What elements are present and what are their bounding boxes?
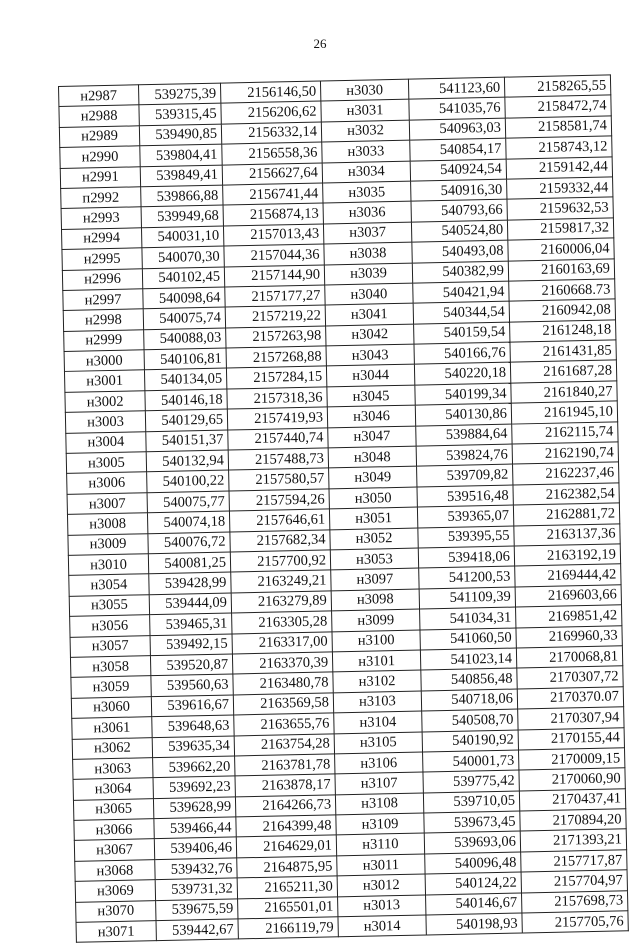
y-coordinate-left: 2157013,43 (223, 224, 323, 246)
y-coordinate-right: 2161687,28 (510, 360, 616, 383)
x-coordinate-right: 541060,50 (420, 628, 516, 650)
page-number: 26 (313, 36, 327, 51)
point-id-right: н3044 (326, 365, 414, 387)
y-coordinate-left: 2163279,89 (231, 591, 331, 613)
x-coordinate-left: 539849,41 (140, 165, 222, 187)
point-id-left: н3000 (64, 350, 144, 372)
y-coordinate-right: 2161431,85 (510, 340, 616, 363)
point-id-left: н3059 (71, 676, 151, 698)
x-coordinate-right: 540421,94 (413, 281, 509, 303)
y-coordinate-right: 2170370.07 (517, 687, 623, 710)
x-coordinate-right: 540916,30 (411, 179, 507, 201)
point-id-right: н3030 (320, 79, 408, 101)
y-coordinate-left: 2156741,44 (223, 183, 323, 205)
point-id-right: н3052 (330, 528, 418, 550)
y-coordinate-left: 2157682,34 (230, 529, 330, 551)
x-coordinate-left: 540088,03 (144, 328, 226, 350)
x-coordinate-left: 540132,94 (146, 450, 228, 472)
y-coordinate-left: 2166119,79 (238, 917, 338, 939)
point-id-left: н3062 (72, 737, 152, 759)
y-coordinate-left: 2157594,26 (229, 489, 329, 511)
x-coordinate-right: 540166,76 (414, 342, 510, 364)
point-id-right: н3053 (330, 548, 418, 570)
x-coordinate-right: 539365,07 (417, 505, 513, 527)
y-coordinate-left: 2157268,88 (226, 346, 326, 368)
x-coordinate-right: 540493,08 (412, 240, 508, 262)
x-coordinate-left: 540098,64 (143, 287, 225, 309)
point-id-right: н3036 (323, 201, 411, 223)
y-coordinate-left: 2157177,27 (225, 285, 325, 307)
point-id-right: н3045 (327, 385, 415, 407)
point-id-left: н2991 (60, 166, 140, 188)
y-coordinate-left: 2164266,73 (235, 795, 335, 817)
x-coordinate-right: 540924,54 (410, 159, 506, 181)
point-id-left: н3058 (70, 656, 150, 678)
y-coordinate-right: 2157717,87 (521, 850, 627, 873)
point-id-left: н3008 (67, 513, 147, 535)
y-coordinate-left: 2163305,28 (232, 611, 332, 633)
x-coordinate-left: 540129,65 (145, 409, 227, 431)
x-coordinate-right: 541123,60 (408, 77, 504, 99)
x-coordinate-right: 540718,06 (421, 689, 517, 711)
y-coordinate-right: 2159142,44 (506, 156, 612, 179)
point-id-right: н3102 (333, 670, 421, 692)
x-coordinate-right: 540793,66 (411, 199, 507, 221)
y-coordinate-left: 2157488,73 (228, 448, 328, 470)
y-coordinate-right: 2163192,19 (514, 544, 620, 567)
y-coordinate-left: 2157440,74 (228, 428, 328, 450)
point-id-right: н3050 (329, 487, 417, 509)
y-coordinate-right: 2159632,53 (507, 197, 613, 220)
y-coordinate-right: 2157704,97 (521, 870, 627, 893)
point-id-left: н2987 (59, 85, 139, 107)
y-coordinate-right: 2170155,44 (518, 727, 624, 750)
x-coordinate-right: 540344,54 (413, 301, 509, 323)
x-coordinate-left: 539675,59 (156, 899, 238, 921)
point-id-left: н3064 (73, 778, 153, 800)
point-id-left: н3068 (75, 859, 155, 881)
point-id-left: н3001 (64, 370, 144, 392)
x-coordinate-right: 539884,64 (416, 424, 512, 446)
y-coordinate-left: 2163249,21 (231, 570, 331, 592)
x-coordinate-right: 540199,34 (415, 383, 511, 405)
x-coordinate-right: 541109,39 (419, 587, 515, 609)
point-id-left: п2992 (61, 187, 141, 209)
point-id-right: н3048 (328, 446, 416, 468)
y-coordinate-left: 2163655,76 (234, 713, 334, 735)
y-coordinate-right: 2170068,81 (516, 646, 622, 669)
x-coordinate-right: 540508,70 (422, 709, 518, 731)
point-id-right: н3040 (325, 283, 413, 305)
y-coordinate-left: 2163878,17 (235, 774, 335, 796)
point-id-left: н3004 (66, 431, 146, 453)
x-coordinate-left: 539560,63 (151, 674, 233, 696)
y-coordinate-right: 2162881,72 (513, 503, 619, 526)
x-coordinate-left: 539432,76 (155, 858, 237, 880)
x-coordinate-left: 539465,31 (150, 613, 232, 635)
y-coordinate-left: 2157580,57 (229, 468, 329, 490)
point-id-right: н3039 (324, 263, 412, 285)
point-id-right: н3033 (322, 140, 410, 162)
x-coordinate-left: 539731,32 (155, 878, 237, 900)
y-coordinate-left: 2164399,48 (236, 815, 336, 837)
x-coordinate-left: 539804,41 (140, 144, 222, 166)
point-id-right: н3035 (323, 181, 411, 203)
x-coordinate-left: 539648,63 (152, 715, 234, 737)
x-coordinate-right: 540854,17 (410, 138, 506, 160)
coordinates-table-wrapper (58, 74, 628, 943)
point-id-left: н3070 (76, 900, 156, 922)
point-id-left: н2988 (59, 105, 139, 127)
point-id-right: н3038 (324, 242, 412, 264)
y-coordinate-right: 2161840,27 (511, 381, 617, 404)
y-coordinate-right: 2160006,04 (508, 238, 614, 261)
y-coordinate-left: 2163754,28 (234, 733, 334, 755)
point-id-right: н3014 (338, 915, 426, 937)
point-id-left: н3002 (65, 391, 145, 413)
x-coordinate-right: 540856,48 (421, 668, 517, 690)
y-coordinate-right: 2157698,73 (521, 890, 627, 913)
y-coordinate-right: 2162237,46 (513, 462, 619, 485)
x-coordinate-left: 540151,37 (146, 430, 228, 452)
y-coordinate-left: 2163370,39 (232, 652, 332, 674)
point-id-right: н3032 (321, 120, 409, 142)
y-coordinate-right: 2170894,20 (520, 809, 626, 832)
y-coordinate-right: 2157705,76 (522, 911, 628, 934)
point-id-left: н3060 (71, 696, 151, 718)
point-id-right: н3104 (334, 711, 422, 733)
y-coordinate-right: 2158743,12 (506, 136, 612, 159)
y-coordinate-left: 2157284,15 (226, 366, 326, 388)
y-coordinate-left: 2157318,36 (227, 387, 327, 409)
point-id-right: н3099 (332, 609, 420, 631)
point-id-right: н3011 (337, 854, 425, 876)
x-coordinate-left: 539315,45 (139, 103, 221, 125)
y-coordinate-right: 2169960,33 (516, 625, 622, 648)
y-coordinate-left: 2156627,64 (222, 163, 322, 185)
y-coordinate-right: 2160163,69 (508, 258, 614, 281)
x-coordinate-left: 540031,10 (141, 226, 223, 248)
y-coordinate-left: 2164875,95 (237, 856, 337, 878)
point-id-left: н2997 (63, 289, 143, 311)
x-coordinate-right: 540130,86 (415, 403, 511, 425)
point-id-left: н2999 (64, 329, 144, 351)
y-coordinate-left: 2156874,13 (223, 203, 323, 225)
point-id-left: н3003 (65, 411, 145, 433)
y-coordinate-right: 2158472,74 (505, 95, 611, 118)
x-coordinate-right: 540146,67 (426, 893, 522, 915)
y-coordinate-left: 2164629,01 (236, 835, 336, 857)
point-id-right: н3046 (327, 405, 415, 427)
x-coordinate-left: 539444,09 (149, 593, 231, 615)
x-coordinate-left: 539949,68 (141, 205, 223, 227)
x-coordinate-right: 539516,48 (417, 485, 513, 507)
x-coordinate-right: 541034,31 (420, 607, 516, 629)
y-coordinate-left: 2163569,58 (233, 693, 333, 715)
point-id-right: н3109 (336, 813, 424, 835)
point-id-left: н3054 (69, 574, 149, 596)
x-coordinate-left: 539628,99 (153, 797, 235, 819)
point-id-left: н3067 (74, 839, 154, 861)
x-coordinate-right: 539709,82 (417, 464, 513, 486)
y-coordinate-right: 2160942,08 (509, 299, 615, 322)
y-coordinate-right: 2170437,41 (519, 788, 625, 811)
y-coordinate-left: 2156206,62 (221, 101, 321, 123)
point-id-left: н2996 (62, 268, 142, 290)
point-id-left: н3069 (75, 880, 155, 902)
point-id-left: н3010 (68, 554, 148, 576)
x-coordinate-left: 539492,15 (150, 634, 232, 656)
y-coordinate-left: 2157044,36 (224, 244, 324, 266)
x-coordinate-right: 539395,55 (418, 526, 514, 548)
y-coordinate-left: 2157700,92 (230, 550, 330, 572)
point-id-right: н3013 (338, 895, 426, 917)
x-coordinate-left: 539490,85 (139, 124, 221, 146)
y-coordinate-right: 2159817,32 (507, 218, 613, 241)
point-id-right: н3100 (332, 630, 420, 652)
x-coordinate-left: 540081,25 (148, 552, 230, 574)
point-id-right: н3105 (334, 732, 422, 754)
x-coordinate-left: 540146,18 (145, 389, 227, 411)
x-coordinate-left: 540070,30 (142, 246, 224, 268)
point-id-right: н3097 (331, 568, 419, 590)
x-coordinate-right: 539418,06 (418, 546, 514, 568)
y-coordinate-right: 2170060,90 (519, 768, 625, 791)
y-coordinate-right: 2171393,21 (520, 829, 626, 852)
x-coordinate-right: 540001,73 (423, 750, 519, 772)
point-id-left: н3005 (66, 452, 146, 474)
x-coordinate-left: 540075,77 (147, 491, 229, 513)
y-coordinate-right: 2161945,10 (511, 401, 617, 424)
x-coordinate-left: 539662,20 (153, 756, 235, 778)
point-id-left: н3009 (68, 533, 148, 555)
point-id-right: н3108 (335, 793, 423, 815)
coordinates-table-body (59, 75, 629, 943)
point-id-left: н3065 (73, 798, 153, 820)
y-coordinate-left: 2156558,36 (222, 142, 322, 164)
x-coordinate-left: 540074,18 (147, 511, 229, 533)
point-id-right: н3034 (322, 161, 410, 183)
y-coordinate-right: 2160668.73 (509, 279, 615, 302)
x-coordinate-right: 539710,05 (423, 791, 519, 813)
y-coordinate-right: 2162190,74 (512, 442, 618, 465)
x-coordinate-left: 540076,72 (148, 532, 230, 554)
point-id-left: н3061 (72, 717, 152, 739)
x-coordinate-left: 539442,67 (156, 919, 238, 941)
point-id-left: н3007 (67, 493, 147, 515)
y-coordinate-right: 2161248,18 (510, 320, 616, 343)
point-id-right: н3106 (335, 752, 423, 774)
y-coordinate-left: 2157419,93 (227, 407, 327, 429)
point-id-left: н2994 (61, 228, 141, 250)
coordinates-table (58, 74, 629, 943)
y-coordinate-left: 2157219,22 (225, 305, 325, 327)
y-coordinate-left: 2157144,90 (224, 264, 324, 286)
x-coordinate-left: 540134,05 (144, 369, 226, 391)
x-coordinate-right: 540159,54 (414, 322, 510, 344)
x-coordinate-right: 541200,53 (419, 566, 515, 588)
x-coordinate-left: 539635,34 (152, 735, 234, 757)
y-coordinate-right: 2170307,72 (517, 666, 623, 689)
x-coordinate-right: 539824,76 (416, 444, 512, 466)
x-coordinate-left: 539616,67 (151, 695, 233, 717)
y-coordinate-left: 2165211,30 (237, 876, 337, 898)
point-id-right: н3041 (325, 303, 413, 325)
y-coordinate-left: 2157646,61 (229, 509, 329, 531)
point-id-left: н2998 (63, 309, 143, 331)
x-coordinate-right: 541035,76 (409, 98, 505, 120)
point-id-left: н3066 (74, 819, 154, 841)
x-coordinate-left: 540075,74 (143, 307, 225, 329)
y-coordinate-right: 2163137,36 (514, 523, 620, 546)
x-coordinate-left: 539520,87 (150, 654, 232, 676)
y-coordinate-left: 2156146,50 (220, 81, 320, 103)
x-coordinate-right: 539673,45 (424, 811, 520, 833)
y-coordinate-right: 2169851,42 (516, 605, 622, 628)
x-coordinate-left: 539866,88 (141, 185, 223, 207)
x-coordinate-right: 539693,06 (424, 831, 520, 853)
point-id-left: н3056 (70, 615, 150, 637)
point-id-left: н3063 (73, 758, 153, 780)
y-coordinate-right: 2162115,74 (512, 421, 618, 444)
x-coordinate-right: 540524,80 (411, 220, 507, 242)
x-coordinate-right: 540124,22 (425, 872, 521, 894)
x-coordinate-right: 540096,48 (425, 852, 521, 874)
point-id-right: н3042 (326, 324, 414, 346)
point-id-left: н3057 (70, 635, 150, 657)
point-id-left: н3006 (67, 472, 147, 494)
point-id-right: н3031 (321, 100, 409, 122)
point-id-right: н3110 (336, 833, 424, 855)
y-coordinate-right: 2169603,66 (515, 585, 621, 608)
x-coordinate-left: 540100,22 (147, 470, 229, 492)
point-id-right: н3103 (333, 691, 421, 713)
x-coordinate-left: 539466,44 (154, 817, 236, 839)
point-id-right: н3012 (337, 874, 425, 896)
y-coordinate-left: 2156332,14 (221, 122, 321, 144)
x-coordinate-right: 539775,42 (423, 770, 519, 792)
y-coordinate-left: 2163480,78 (233, 672, 333, 694)
x-coordinate-left: 539406,46 (154, 837, 236, 859)
point-id-left: н2989 (59, 126, 139, 148)
point-id-right: н3107 (335, 772, 423, 794)
point-id-right: н3049 (329, 466, 417, 488)
point-id-left: н2995 (62, 248, 142, 270)
point-id-right: н3047 (328, 426, 416, 448)
point-id-left: н2990 (60, 146, 140, 168)
y-coordinate-left: 2165501,01 (238, 896, 338, 918)
y-coordinate-right: 2162382,54 (513, 483, 619, 506)
point-id-right: н3043 (326, 344, 414, 366)
point-id-right: н3051 (329, 507, 417, 529)
x-coordinate-left: 540106,81 (144, 348, 226, 370)
point-id-right: н3098 (331, 589, 419, 611)
x-coordinate-right: 540198,93 (426, 913, 522, 935)
y-coordinate-left: 2157263,98 (226, 326, 326, 348)
point-id-left: н2993 (61, 207, 141, 229)
y-coordinate-right: 2170307,94 (518, 707, 624, 730)
point-id-right: н3101 (332, 650, 420, 672)
y-coordinate-right: 2170009,15 (519, 748, 625, 771)
x-coordinate-right: 541023,14 (420, 648, 516, 670)
x-coordinate-left: 539692,23 (153, 776, 235, 798)
y-coordinate-right: 2159332,44 (507, 177, 613, 200)
point-id-right: н3037 (323, 222, 411, 244)
x-coordinate-right: 540382,99 (412, 261, 508, 283)
x-coordinate-right: 540190,92 (422, 730, 518, 752)
x-coordinate-left: 539275,39 (138, 83, 220, 105)
point-id-left: н3071 (76, 921, 156, 943)
y-coordinate-left: 2163781,78 (235, 754, 335, 776)
y-coordinate-right: 2169444,42 (515, 564, 621, 587)
y-coordinate-left: 2163317,00 (232, 631, 332, 653)
point-id-left: н3055 (69, 594, 149, 616)
x-coordinate-left: 540102,45 (142, 267, 224, 289)
x-coordinate-left: 539428,99 (149, 572, 231, 594)
y-coordinate-right: 2158581,74 (505, 116, 611, 139)
x-coordinate-right: 540220,18 (414, 363, 510, 385)
x-coordinate-right: 540963,03 (409, 118, 505, 140)
y-coordinate-right: 2158265,55 (504, 75, 610, 98)
